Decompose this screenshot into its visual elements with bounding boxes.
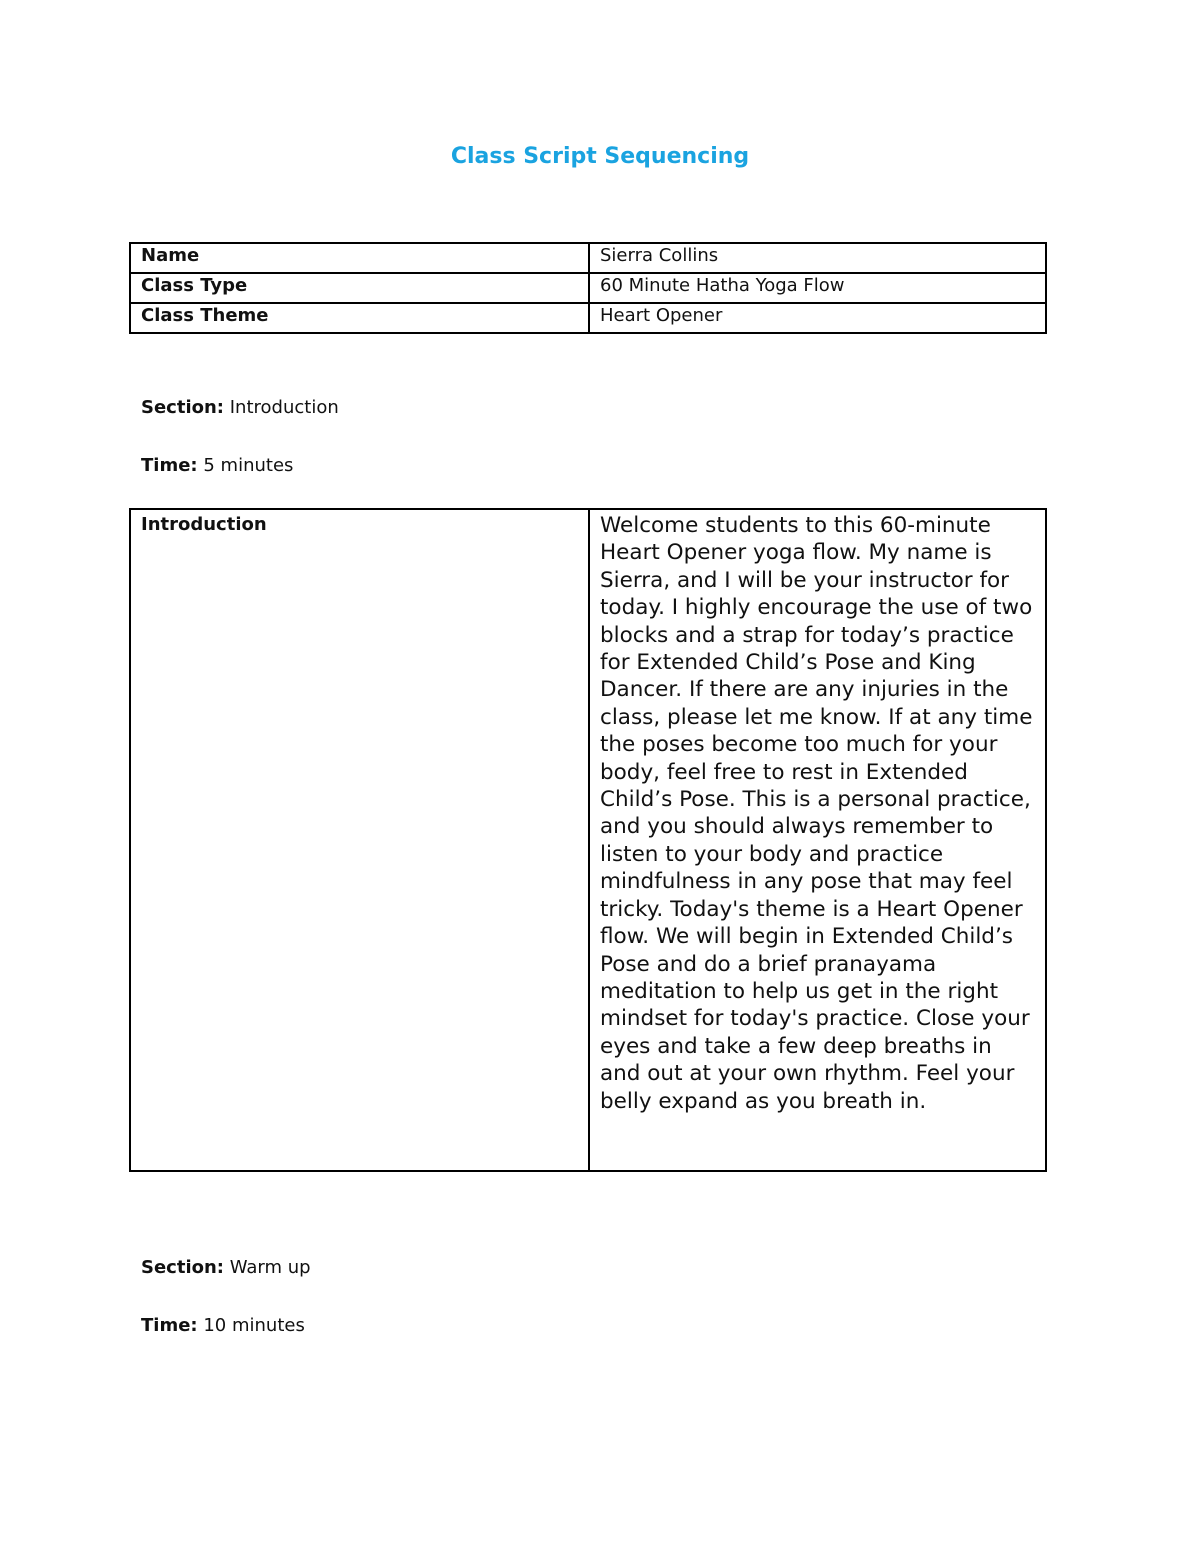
section-value: Introduction: [229, 397, 339, 418]
table-row: [130, 303, 1046, 333]
time-value: 10 minutes: [203, 1315, 305, 1336]
info-value: Sierra Collins: [589, 243, 1046, 273]
section-value: Warm up: [229, 1257, 311, 1278]
section-line: [141, 1257, 311, 1278]
time-line: [141, 455, 293, 476]
class-info-table: [129, 242, 1047, 334]
time-label: Time:: [141, 455, 198, 476]
info-key: Class Type: [130, 273, 589, 303]
section-line: [141, 397, 339, 418]
time-line: [141, 1315, 305, 1336]
table-row: [130, 273, 1046, 303]
page-title: Class Script Sequencing: [450, 144, 750, 169]
time-label: Time:: [141, 1315, 198, 1336]
introduction-label: Introduction: [130, 509, 589, 1171]
table-row: [130, 509, 1046, 1171]
info-key: Name: [130, 243, 589, 273]
time-value: 5 minutes: [203, 455, 294, 476]
introduction-table: [129, 508, 1047, 1172]
table-row: [130, 243, 1046, 273]
info-key: Class Theme: [130, 303, 589, 333]
introduction-script: Welcome students to this 60-minute Heart Opener yoga flow. My name is Sierra, and I will be your instructor for today. I highly encourage the use of two blocks and a strap for today’s practice for Extended Child’s Pose and King Dancer. If there are any injuries in the class, please let me know. If at any time the poses become too much for your body, feel free to rest in Extended Child’s Pose. This is a personal practice, and you should always remember to listen to your body and practice mindfulness in any pose that may feel tricky. Today's theme is a Heart Opener flow. We will begin in Extended Child’s Pose and do a brief pranayama meditation to help us get in the right mindset for today's practice. Close your eyes and take a few deep breaths in and out at your own rhythm. Feel your belly expand as you breath in.: [589, 509, 1046, 1171]
info-value: 60 Minute Hatha Yoga Flow: [589, 273, 1046, 303]
info-value: Heart Opener: [589, 303, 1046, 333]
section-label: Section:: [141, 397, 224, 418]
section-label: Section:: [141, 1257, 224, 1278]
